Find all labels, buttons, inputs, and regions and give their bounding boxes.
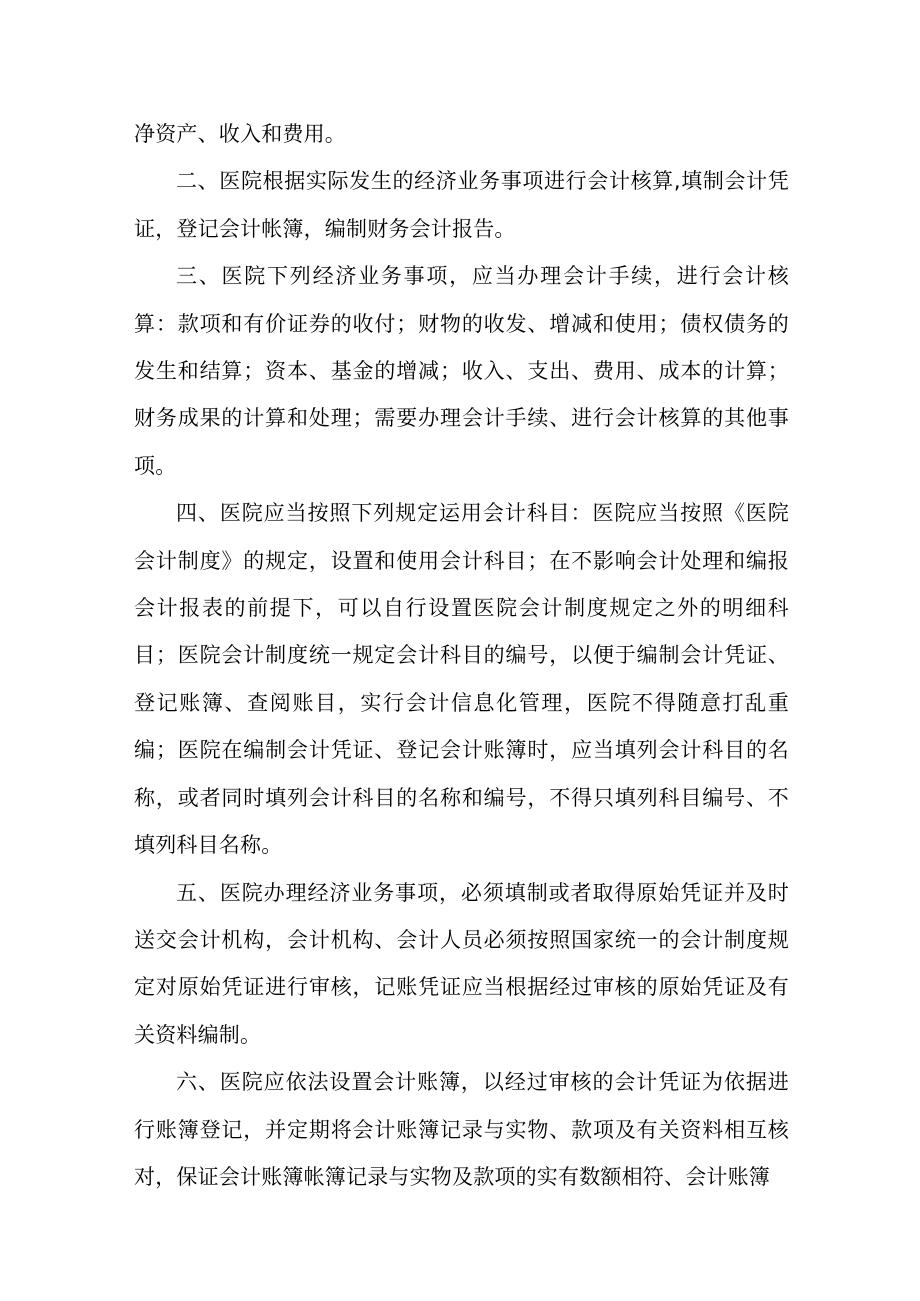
paragraph-item-4: 四、医院应当按照下列规定运用会计科目：医院应当按照《医院会计制度》的规定，设置和使用会计科目；在不影响会计处理和编报会计报表的前提下，可以自行设置医院会计制度规定之外的明细科目；医院会计制度统一规定会计科目的编号，以便于编制会计凭证、登记账簿、查阅账目，实行会计信息化管理，医院不得随意打乱重编；医院在编制会计凭证、登记会计账簿时，应当填列会计科目的名称，或者同时填列会计科目的名称和编号，不得只填列科目编号、不填列科目名称。 [134, 501, 789, 858]
paragraph-item-2: 二、医院根据实际发生的经济业务事项进行会计核算,填制会计凭证，登记会计帐簿，编制财务会计报告。 [134, 169, 789, 241]
paragraph-item-6: 六、医院应依法设置会计账簿，以经过审核的会计凭证为依据进行账簿登记，并定期将会计账簿记录与实物、款项及有关资料相互核对，保证会计账簿帐簿记录与实物及款项的实有数额相符、会计账簿 [134, 1070, 789, 1189]
paragraph-item-3: 三、医院下列经济业务事项，应当办理会计手续，进行会计核算：款项和有价证券的收付；财物的收发、增减和使用；债权债务的发生和结算；资本、基金的增减；收入、支出、费用、成本的计算；财务成果的计算和处理；需要办理会计手续、进行会计核算的其他事项。 [134, 264, 789, 478]
paragraph-continuation: 净资产、收入和费用。 [134, 122, 346, 146]
paragraph-item-5: 五、医院办理经济业务事项，必须填制或者取得原始凭证并及时送交会计机构，会计机构、会计人员必须按照国家统一的会计制度规定对原始凭证进行审核，记账凭证应当根据经过审核的原始凭证及有关资料编制。 [134, 880, 789, 1047]
document-body [134, 111, 789, 1201]
